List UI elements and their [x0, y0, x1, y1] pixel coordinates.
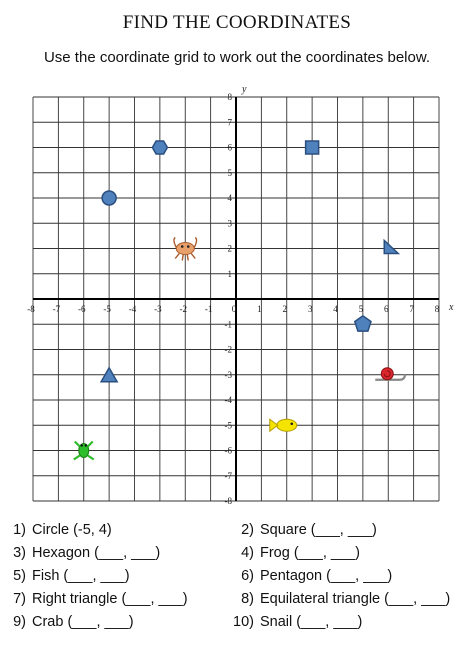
question-text: Square (___, ___) [260, 522, 377, 538]
right-triangle-shape [384, 241, 398, 254]
question-text: Fish (___, ___) [32, 568, 130, 584]
crab-eye [187, 245, 190, 248]
question-number: 5) [13, 568, 26, 584]
hexagon-shape [152, 141, 167, 154]
x-tick-label: 2 [282, 304, 287, 314]
frog-eye [85, 444, 87, 446]
y-tick-label: 6 [227, 142, 232, 153]
x-tick-label: -3 [154, 304, 162, 314]
question-text: Circle (-5, 4) [32, 522, 112, 538]
square-shape [306, 141, 319, 154]
question-text: Pentagon (___, ___) [260, 568, 393, 584]
coordinate-grid [0, 80, 474, 510]
question-text: Snail (___, ___) [260, 614, 363, 630]
y-tick-label: -4 [224, 395, 232, 405]
snail-icon [381, 368, 393, 380]
question-text: Crab (___, ___) [32, 614, 134, 630]
y-tick-label: 2 [227, 243, 232, 254]
question-7 [2, 591, 188, 607]
question-1 [2, 522, 112, 538]
y-tick-label: 1 [227, 268, 232, 279]
y-tick-label: 3 [227, 218, 232, 229]
x-tick-label: 4 [333, 304, 338, 314]
question-number: 7) [13, 591, 26, 607]
question-number: 1) [13, 522, 26, 538]
circle-shape [102, 191, 116, 205]
question-6 [230, 568, 392, 584]
y-tick-label: -6 [224, 445, 232, 456]
question-8 [230, 591, 450, 607]
y-tick-label: -5 [224, 420, 232, 431]
x-tick-label: -1 [204, 304, 213, 314]
question-number: 8) [241, 591, 254, 607]
y-tick-label: 8 [227, 92, 232, 102]
fish-icon [277, 419, 297, 431]
y-tick-label: 7 [227, 117, 232, 128]
crab-eye [181, 245, 184, 248]
question-number: 2) [241, 522, 254, 538]
fish-tail [270, 419, 278, 431]
pentagon-shape [355, 316, 371, 331]
question-number: 10) [233, 614, 254, 630]
x-tick-label: 8 [434, 304, 440, 314]
y-tick-label: -1 [224, 319, 232, 330]
question-text: Hexagon (___, ___) [32, 545, 161, 561]
y-axis-label: y [242, 84, 247, 95]
question-text: Right triangle (___, ___) [32, 591, 188, 607]
fish-eye [290, 422, 293, 425]
x-tick-label: 3 [307, 304, 313, 314]
question-5 [2, 568, 130, 584]
question-text: Equilateral triangle (___, ___) [260, 591, 451, 607]
x-tick-label: 7 [409, 304, 414, 314]
frog-eye [81, 444, 83, 446]
x-tick-label: -7 [52, 304, 61, 314]
questions-list [0, 518, 474, 638]
y-tick-label: 4 [227, 193, 232, 203]
question-number: 3) [13, 545, 26, 561]
question-number: 9) [13, 614, 26, 630]
y-tick-label: -7 [224, 470, 232, 481]
worksheet-title: FIND THE COORDINATES [122, 12, 352, 33]
question-9 [2, 614, 134, 630]
question-number: 6) [241, 568, 254, 584]
x-tick-label: 1 [257, 304, 262, 314]
x-tick-label: 0 [231, 304, 237, 314]
y-tick-label: 5 [227, 167, 232, 178]
question-2 [230, 522, 377, 538]
question-number: 4) [241, 545, 254, 561]
question-10 [230, 614, 362, 630]
worksheet-instructions: Use the coordinate grid to work out the coordinates below. [43, 49, 431, 66]
x-tick-label: -5 [103, 304, 111, 314]
question-3 [2, 545, 160, 561]
x-axis-label: x [449, 302, 454, 313]
x-tick-label: 5 [358, 304, 364, 314]
y-tick-label: -8 [224, 496, 232, 506]
crab-icon [176, 243, 194, 255]
x-tick-label: -2 [179, 304, 187, 314]
x-tick-label: 6 [384, 304, 389, 314]
x-tick-label: -6 [78, 304, 86, 314]
question-4 [230, 545, 360, 561]
x-tick-label: -8 [27, 304, 35, 314]
question-text: Frog (___, ___) [260, 545, 360, 561]
x-tick-label: -4 [128, 304, 137, 314]
y-tick-label: -3 [224, 369, 232, 380]
y-tick-label: -2 [224, 344, 232, 355]
